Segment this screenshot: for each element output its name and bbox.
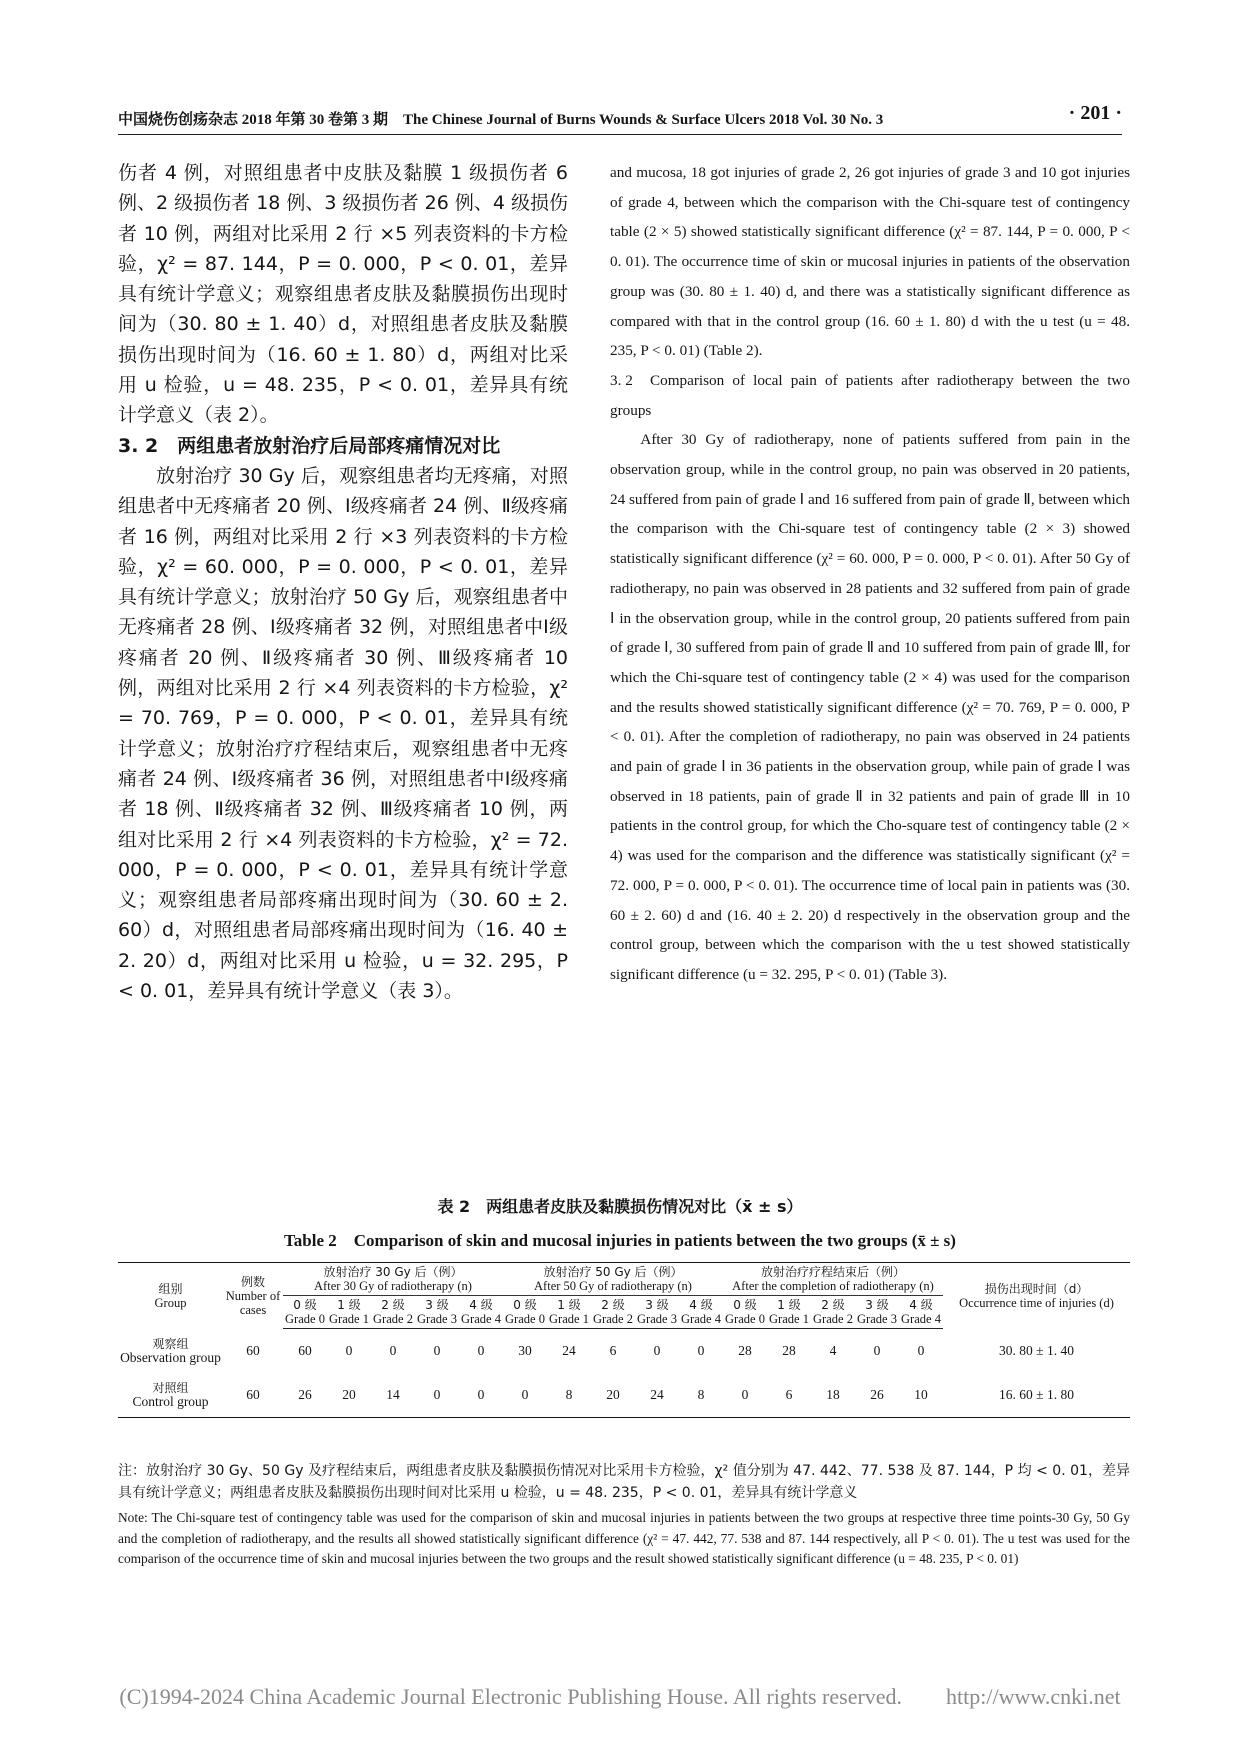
right-section-number: 3. 2 (610, 371, 633, 389)
left-paragraph-2: 放射治疗 30 Gy 后，观察组患者均无疼痛，对照组患者中无疼痛者 20 例、Ⅰ级疼痛者 24 例、Ⅱ级疼痛者 16 例，两组对比采用 2 行 ×3 列表资料的卡方检验，χ² = 60. 000，P = 0. 000，P < 0. 01，差异具有统计学意义；放射治疗 50 Gy 后，观察组患者中无疼痛者 28 例、Ⅰ级疼痛者 32 例，对照组患者中Ⅰ级疼痛者 20 例、Ⅱ级疼痛者 30 例、Ⅲ级疼痛者 10 例，两组对比采用 2 行 ×4 列表资料的卡方检验，χ² = 70. 769，P = 0. 000，P < 0. 01，差异具有统计学意义；放射治疗疗程结束后，观察组患者中无疼痛者 24 例、Ⅰ级疼痛者 36 例，对照组患者中Ⅰ级疼痛者 18 例、Ⅱ级疼痛者 32 例、Ⅲ级疼痛者 10 例，两组对比采用 2 行 ×4 列表资料的卡方检验，χ² = 72. 000，P = 0. 000，P < 0. 01，差异具有统计学意义；观察组患者局部疼痛出现时间为（30. 60 ± 2. 60）d，对照组患者局部疼痛出现时间为（16. 40 ± 2. 20）d，两组对比采用 u 检验，u = 32. 295，P < 0. 01，差异具有统计学意义（表 3）。 (118, 464, 568, 1003)
table-cell: 20 (327, 1373, 371, 1418)
th-grade: 4 级 Grade 4 (899, 1296, 943, 1329)
table-cell: 28 (782, 1343, 796, 1358)
th-grade: 3 级 Grade 3 (415, 1296, 459, 1329)
table-row (118, 1329, 1130, 1374)
th-grade: 3 级 Grade 3 (635, 1296, 679, 1329)
running-title: 中国烧伤创疡杂志 2018 年第 30 卷第 3 期 The Chinese Journal of Burns Wounds & Surface Ulcers 2018 Vol. 30 No. 3 (118, 112, 884, 128)
th-after-50gy (503, 1263, 723, 1296)
table-cell: 0 (917, 1343, 925, 1358)
th-after-50gy-cn: 放射治疗 50 Gy 后（例） (543, 1265, 683, 1279)
table-note-en-label: Note: (118, 1510, 148, 1525)
table-cell: 0 (653, 1343, 661, 1358)
table-cell: 0 (389, 1343, 397, 1358)
table-cell: 60 (298, 1343, 312, 1358)
table-note-en-text: The Chi-square test of contingency table was used for the comparison of skin and mucosal injuries in patients between the two groups at respective three time points-30 Gy, 50 Gy and the completion of radiotherapy, and the results all showed statistically significant difference (χ² = 47. 442, 77. 538 and 87. 144 respectively, all P < 0. 01). The u test was used for the comparison of the occurrence time of skin and mucosal injuries between the two groups and the result showed statistically significant difference (u = 48. 235, P < 0. 01) (118, 1510, 1130, 1566)
table-cell: 8 (679, 1373, 723, 1418)
th-after-30gy-en: After 30 Gy of radiotherapy (n) (314, 1279, 472, 1293)
table-cell: 30. 80 ± 1. 40 (999, 1342, 1074, 1358)
table-cell: 0 (477, 1343, 485, 1358)
page-header (118, 96, 1122, 136)
th-grade: 1 级 Grade 1 (767, 1296, 811, 1329)
table-note-cn: 注：放射治疗 30 Gy、50 Gy 及疗程结束后，两组患者皮肤及黏膜损伤情况对比采用卡方检验，χ² 值分别为 47. 442、77. 538 及 87. 144，P 均 < 0. 01，差异具有统计学意义；两组患者皮肤及黏膜损伤出现时间对比采用 u 检验，u = 48. 235，P < 0. 01，差异具有统计学意义 (118, 1463, 1130, 1501)
th-after-50gy-en: After 50 Gy of radiotherapy (n) (534, 1279, 692, 1293)
th-occurrence-time-cn: 损伤出现时间（d） (984, 1281, 1089, 1296)
th-grade: 1 级 Grade 1 (547, 1296, 591, 1329)
right-section-heading (610, 366, 1130, 425)
table-cell: 24 (635, 1373, 679, 1418)
table-cell: 30 (518, 1343, 532, 1358)
table-cell: 28 (738, 1343, 752, 1358)
th-grade: 1 级 Grade 1 (327, 1296, 371, 1329)
row-group-name: 对照组 Control group (118, 1373, 223, 1418)
table-caption-cn: 表 2 两组患者皮肤及黏膜损伤情况对比（x̄ ± s） (437, 1197, 803, 1216)
header-rule (118, 134, 1122, 135)
th-grade: 4 级 Grade 4 (459, 1296, 503, 1329)
table-row (118, 1373, 1130, 1418)
th-cases (223, 1263, 283, 1329)
th-after-completion (723, 1263, 943, 1296)
table-cell: 0 (503, 1373, 547, 1418)
th-after-30gy (283, 1263, 503, 1296)
table-cell: 18 (811, 1373, 855, 1418)
th-group (118, 1263, 223, 1329)
th-cases-cn: 例数 (240, 1274, 265, 1289)
left-column (118, 158, 568, 1006)
table-cell: 0 (345, 1343, 353, 1358)
th-grade: 2 级 Grade 2 (371, 1296, 415, 1329)
table-cell: 0 (697, 1343, 705, 1358)
table-cell: 20 (591, 1373, 635, 1418)
table-cell: 6 (767, 1373, 811, 1418)
page-number: · 201 · (1068, 102, 1122, 124)
table-cell: 16. 60 ± 1. 80 (943, 1373, 1130, 1418)
th-group-cn: 组别 (158, 1281, 183, 1296)
table-cell: 26 (283, 1373, 327, 1418)
copyright-footer: (C)1994-2024 China Academic Journal Electronic Publishing House. All rights reserved. http://www.cnki.net (119, 1684, 1121, 1709)
table-note-en (118, 1508, 1130, 1570)
table-cell: 10 (899, 1373, 943, 1418)
th-grade: 2 级 Grade 2 (591, 1296, 635, 1329)
table-cell: 14 (371, 1373, 415, 1418)
row-group-name: 观察组 Observation group (120, 1336, 221, 1365)
table-cell: 24 (562, 1343, 576, 1358)
right-paragraph-1: and mucosa, 18 got injuries of grade 2, 26 got injuries of grade 3 and 10 got injuries of grade 4, between which the comparison with the Chi-square test of contingency table (2 × 5) showed statistically significant difference (χ² = 87. 144, P = 0. 000, P < 0. 01). The occurrence time of skin or mucosal injuries in patients of the observation group was (30. 80 ± 1. 40) d, and there was a statistically significant difference as compared with that in the control group (16. 60 ± 1. 80) d with the u test (u = 48. 235, P < 0. 01) (Table 2). (610, 164, 1130, 360)
table-2 (118, 1262, 1130, 1418)
table-cell: 26 (855, 1373, 899, 1418)
table-cell: 60 (246, 1342, 260, 1358)
right-paragraph-2: After 30 Gy of radiotherapy, none of patients suffered from pain in the observation group, while in the control group, no pain was observed in 20 patients, 24 suffered from pain of grade Ⅰ and 16 suffered from pain of grade Ⅱ, between which the comparison with the Chi-square test of contingency table (2 × 3) showed statistically significant difference (χ² = 60. 000, P = 0. 000, P < 0. 01). After 50 Gy of radiotherapy, no pain was observed in 28 patients and 32 suffered from pain of grade Ⅰ in the observation group, while in the control group, 20 patients suffered from pain of grade Ⅰ, 30 suffered from pain of grade Ⅱ and 10 suffered from pain of grade Ⅲ, for which the Chi-square test of contingency table (2 × 4) was used for the comparison and the results showed statistically significant difference (χ² = 70. 769, P = 0. 000, P < 0. 01). After the completion of radiotherapy, no pain was observed in 24 patients and pain of grade Ⅰ in 36 patients in the observation group, while pain of grade Ⅰ was observed in 18 patients, pain of grade Ⅱ in 32 patients and pain of grade Ⅲ in 10 patients in the control group, for which the Cho-square test of contingency table (2 × 4) was used for the comparison and the difference was statistically significant (χ² = 72. 000, P = 0. 000, P < 0. 01). The occurrence time of local pain in patients was (30. 60 ± 2. 60) d and (16. 40 ± 2. 20) d respectively in the observation group and the control group, between which the comparison with the u test showed statistically significant difference (u = 32. 295, P < 0. 01) (Table 3). (610, 431, 1130, 983)
th-grade: 3 级 Grade 3 (855, 1296, 899, 1329)
th-grade: 2 级 Grade 2 (811, 1296, 855, 1329)
right-column (610, 158, 1130, 990)
th-after-completion-cn: 放射治疗疗程结束后（例） (760, 1265, 905, 1279)
table-cell: 0 (433, 1343, 441, 1358)
table-cell: 0 (723, 1373, 767, 1418)
table-cell: 4 (829, 1343, 837, 1358)
th-occurrence-time-en: Occurrence time of injuries (d) (959, 1295, 1114, 1310)
th-after-completion-en: After the completion of radiotherapy (n) (732, 1279, 934, 1293)
left-paragraph-1: 伤者 4 例，对照组患者中皮肤及黏膜 1 级损伤者 6 例、2 级损伤者 18 例、3 级损伤者 26 例、4 级损伤者 10 例，两组对比采用 2 行 ×5 列表资料的卡方检验，χ² = 87. 144，P = 0. 000，P < 0. 01，差异具有统计学意义；观察组患者皮肤及黏膜损伤出现时间为（30. 80 ± 1. 40）d，对照组患者皮肤及黏膜损伤出现时间为（16. 60 ± 1. 80）d，两组对比采用 u 检验，u = 48. 235，P < 0. 01，差异具有统计学意义（表 2）。 (118, 162, 568, 427)
table-cell: 60 (223, 1373, 283, 1418)
table-cell: 8 (547, 1373, 591, 1418)
right-section-title: Comparison of local pain of patients after radiotherapy between the two groups (610, 371, 1130, 419)
th-grade: 0 级 Grade 0 (503, 1296, 547, 1329)
table-caption-en: Table 2 Comparison of skin and mucosal injuries in patients between the two groups (x̄ ± s) (284, 1231, 956, 1250)
th-group-en: Group (154, 1295, 187, 1310)
th-occurrence-time (943, 1263, 1130, 1329)
table-cell: 0 (415, 1373, 459, 1418)
table-cell: 0 (873, 1343, 881, 1358)
th-after-30gy-cn: 放射治疗 30 Gy 后（例） (323, 1265, 463, 1279)
left-section-heading: 3. 2 两组患者放射治疗后局部疼痛情况对比 (118, 434, 501, 457)
th-grade: 0 级 Grade 0 (723, 1296, 767, 1329)
th-grade: 0 级 Grade 0 (283, 1296, 327, 1329)
table-cell: 6 (609, 1343, 617, 1358)
table-cell: 0 (459, 1373, 503, 1418)
th-grade: 4 级 Grade 4 (679, 1296, 723, 1329)
th-cases-en: Number of cases (225, 1288, 281, 1317)
